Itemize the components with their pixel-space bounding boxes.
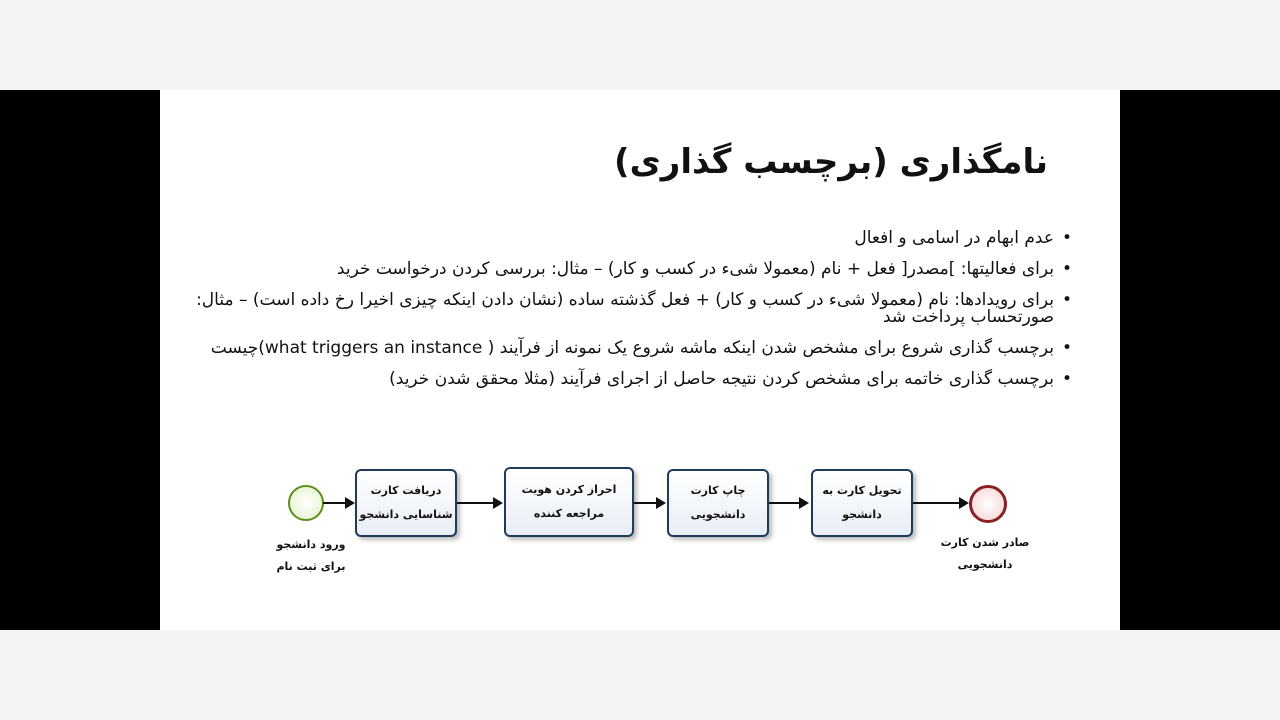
task-line: چاپ کارت — [690, 484, 746, 497]
flow-arrow — [457, 502, 501, 504]
task-line: دانشجویی — [690, 508, 746, 521]
task-line: مراجعه کننده — [533, 507, 605, 520]
task-box — [355, 469, 457, 537]
label-line: برای ثبت نام — [276, 560, 346, 573]
task-box — [504, 467, 634, 537]
flow-arrow — [913, 502, 967, 504]
label-line: دانشجویی — [957, 558, 1013, 571]
slide — [160, 90, 1120, 630]
bullet-item: • برای رویدادها: نام (معمولا شیء در کسب و کار) + فعل گذشته ساده (نشان دادن اینکه چیزی اخیرا رخ داده است) – مثال: صورتحساب پرداخت شد — [192, 292, 1072, 326]
bullet-item: • برچسب گذاری خاتمه برای مشخص کردن نتیجه حاصل از اجرای فرآیند (مثلا محقق شدن خرید) — [192, 371, 1072, 388]
bullet-item: • عدم ابهام در اسامی و افعال — [192, 230, 1072, 247]
flow-arrow — [634, 502, 664, 504]
flow-arrow — [769, 502, 807, 504]
task-box — [667, 469, 769, 537]
end-event-icon — [969, 485, 1007, 523]
task-line: دانشجو — [842, 508, 882, 521]
end-event-label — [930, 532, 1040, 576]
start-event-label — [256, 534, 366, 578]
flow-arrow — [323, 502, 353, 504]
bullet-list — [192, 230, 1072, 402]
start-event-icon — [288, 485, 324, 521]
task-line: دریافت کارت — [370, 484, 442, 497]
label-line: ورود دانشجو — [276, 538, 346, 551]
task-line: احراز کردن هویت — [521, 483, 617, 496]
label-line: صادر شدن کارت — [940, 536, 1030, 549]
task-line: تحویل کارت به — [822, 484, 902, 497]
task-box — [811, 469, 913, 537]
task-line: شناسایی دانشجو — [359, 508, 453, 521]
bullet-item: • برچسب گذاری شروع برای مشخص شدن اینکه ماشه شروع یک نمونه از فرآیند ( what triggers an instance)چیست — [192, 340, 1072, 357]
bullet-item: • برای فعالیتها: ]مصدر[ فعل + نام (معمولا شیء در کسب و کار) – مثال: بررسی کردن درخواست خرید — [192, 261, 1072, 278]
slide-title: نامگذاری (برچسب گذاری) — [614, 142, 1048, 182]
